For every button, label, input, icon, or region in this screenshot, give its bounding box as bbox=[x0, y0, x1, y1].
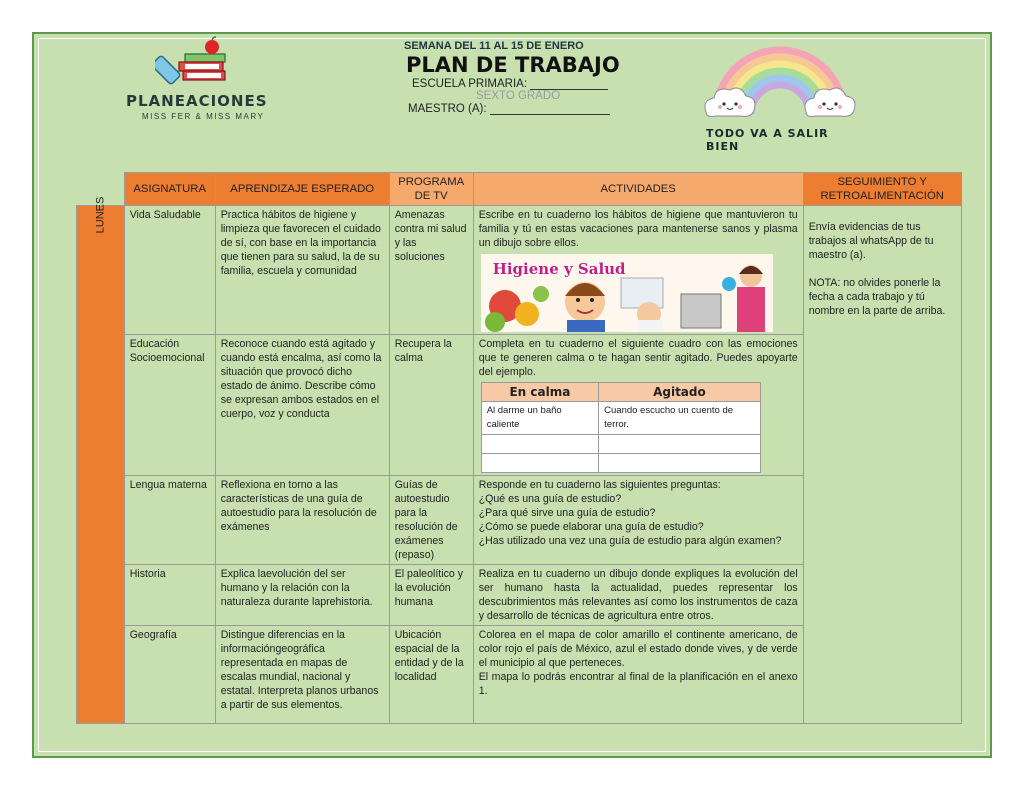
grade-label: SEXTO GRADO bbox=[476, 90, 561, 102]
header-subject: ASIGNATURA bbox=[124, 173, 215, 206]
activity-intro: Responde en tu cuaderno las siguientes preguntas: bbox=[478, 479, 721, 491]
activity-question: ¿Has utilizado una vez una guía de estudio para algún examen? bbox=[478, 535, 782, 547]
emotion-empty-cell bbox=[481, 435, 598, 454]
emotion-table bbox=[481, 382, 761, 473]
tv-cell: Ubicación espacial de la entidad y de la localidad bbox=[389, 626, 473, 724]
emotion-col-calm: En calma bbox=[481, 383, 598, 402]
books-apple-icon bbox=[155, 36, 235, 88]
teacher-blank bbox=[490, 114, 610, 115]
activity-question: ¿Para qué sirve una guía de estudio? bbox=[478, 507, 656, 519]
follow-up-cell bbox=[803, 206, 961, 724]
subject-cell: Geografía bbox=[124, 626, 215, 724]
activity-cell bbox=[473, 476, 803, 565]
follow-up-text-2: NOTA: no olvides ponerle la fecha a cada trabajo y tú nombre en la parte de arriba. bbox=[808, 277, 946, 317]
learning-cell: Distingue diferencias en la informacióngeográfica representada en mapas de escalas mundial, nacional y estatal. Interpreta planos urbanos a partir de sus elementos. bbox=[215, 626, 389, 724]
activity-cell: Realiza en tu cuaderno un dibujo donde expliques la evolución del ser humano hasta la actualidad, puedes representar los descubrimientos más relevantes así como los instrumentos de caza y desarrollo de técnicas de agricultura entre otros. bbox=[473, 565, 803, 626]
rainbow-icon bbox=[700, 36, 860, 122]
activity-question: ¿Cómo se puede elaborar una guía de estudio? bbox=[478, 521, 704, 533]
logo-title: PLANEACIONES bbox=[126, 92, 268, 110]
teacher-label: MAESTRO (A): bbox=[408, 103, 487, 115]
activity-text: Completa en tu cuaderno el siguiente cuadro con las emociones que te generen calma o te hagan sentir agitado. Puedes apoyarte del ejemplo. bbox=[478, 338, 798, 378]
learning-cell: Practica hábitos de higiene y limpieza que favorecen el cuidado de sí, con base en la importancia que tienen para su salud, la de su familia, escuela y comunidad bbox=[215, 206, 389, 335]
emotion-empty-cell bbox=[599, 454, 761, 473]
header-follow-up: SEGUIMIENTO Y RETROALIMENTACIÓN bbox=[803, 173, 961, 206]
activity-text: Escribe en tu cuaderno los hábitos de higiene que mantuvieron tu familia y tú en estas vacaciones para mantenerse sanos y plasma un dibujo sobre ellos. bbox=[478, 209, 798, 249]
document-header bbox=[376, 40, 676, 115]
planeaciones-logo bbox=[120, 36, 300, 121]
hygiene-illustration bbox=[481, 254, 773, 332]
subject-cell: Educación Socioemocional bbox=[124, 335, 215, 476]
emotion-empty-cell bbox=[599, 435, 761, 454]
follow-up-text-1: Envía evidencias de tus trabajos al whatsApp de tu maestro (a). bbox=[808, 221, 934, 261]
emotion-example-agitated: Cuando escucho un cuento de terror. bbox=[599, 402, 761, 435]
hygiene-image-title: Higiene y Salud bbox=[492, 260, 626, 278]
table-header-row bbox=[77, 173, 962, 206]
rainbow-graphic bbox=[700, 36, 860, 153]
subject-cell: Lengua materna bbox=[124, 476, 215, 565]
day-label: LUNES bbox=[94, 196, 107, 234]
plan-table bbox=[76, 172, 962, 724]
subject-cell: Historia bbox=[124, 565, 215, 626]
activity-question: ¿Qué es una guía de estudio? bbox=[478, 493, 622, 505]
activity-text-2: El mapa lo podrás encontrar al final de la planificación en el anexo 1. bbox=[478, 671, 798, 697]
emotion-col-agitated: Agitado bbox=[599, 383, 761, 402]
activity-cell bbox=[473, 206, 803, 335]
learning-cell: Reconoce cuando está agitado y cuando está encalma, así como la situación que provocó dicho estado de ánimo. Describe cómo se expresan ambos estados en el cuerpo, voz y conducta bbox=[215, 335, 389, 476]
emotion-example-calm: Al darme un baño caliente bbox=[481, 402, 598, 435]
tv-cell: Recupera la calma bbox=[389, 335, 473, 476]
learning-cell: Reflexiona en torno a las características de una guía de autoestudio para la resolución de exámenes bbox=[215, 476, 389, 565]
learning-cell: Explica laevolución del ser humano y la relación con la naturaleza durante laprehistoria. bbox=[215, 565, 389, 626]
tv-cell: Guías de autoestudio para la resolución de exámenes (repaso) bbox=[389, 476, 473, 565]
school-label: ESCUELA PRIMARIA: bbox=[412, 78, 528, 90]
tv-cell: El paleolítico y la evolución humana bbox=[389, 565, 473, 626]
rainbow-text: TODO VA A SALIR BIEN bbox=[706, 127, 829, 153]
activity-cell bbox=[473, 626, 803, 724]
tv-cell: Amenazas contra mi salud y las soluciones bbox=[389, 206, 473, 335]
header-learning: APRENDIZAJE ESPERADO bbox=[215, 173, 389, 206]
page-title: PLAN DE TRABAJO bbox=[406, 53, 620, 77]
header-activities: ACTIVIDADES bbox=[473, 173, 803, 206]
emotion-empty-cell bbox=[481, 454, 598, 473]
activity-cell bbox=[473, 335, 803, 476]
logo-subtitle: MISS FER & MISS MARY bbox=[142, 112, 265, 121]
week-label: SEMANA DEL 11 AL 15 DE ENERO bbox=[404, 40, 584, 52]
header-tv: PROGRAMA DE TV bbox=[389, 173, 473, 206]
activity-text: Colorea en el mapa de color amarillo el continente americano, de color rojo el país de México, azul el estado donde vives, y de verde el municipio al que perteneces. bbox=[478, 629, 798, 669]
teacher-field bbox=[408, 103, 676, 115]
school-field bbox=[412, 78, 676, 90]
subject-cell: Vida Saludable bbox=[124, 206, 215, 335]
day-cell bbox=[77, 196, 125, 724]
table-row bbox=[77, 206, 962, 335]
